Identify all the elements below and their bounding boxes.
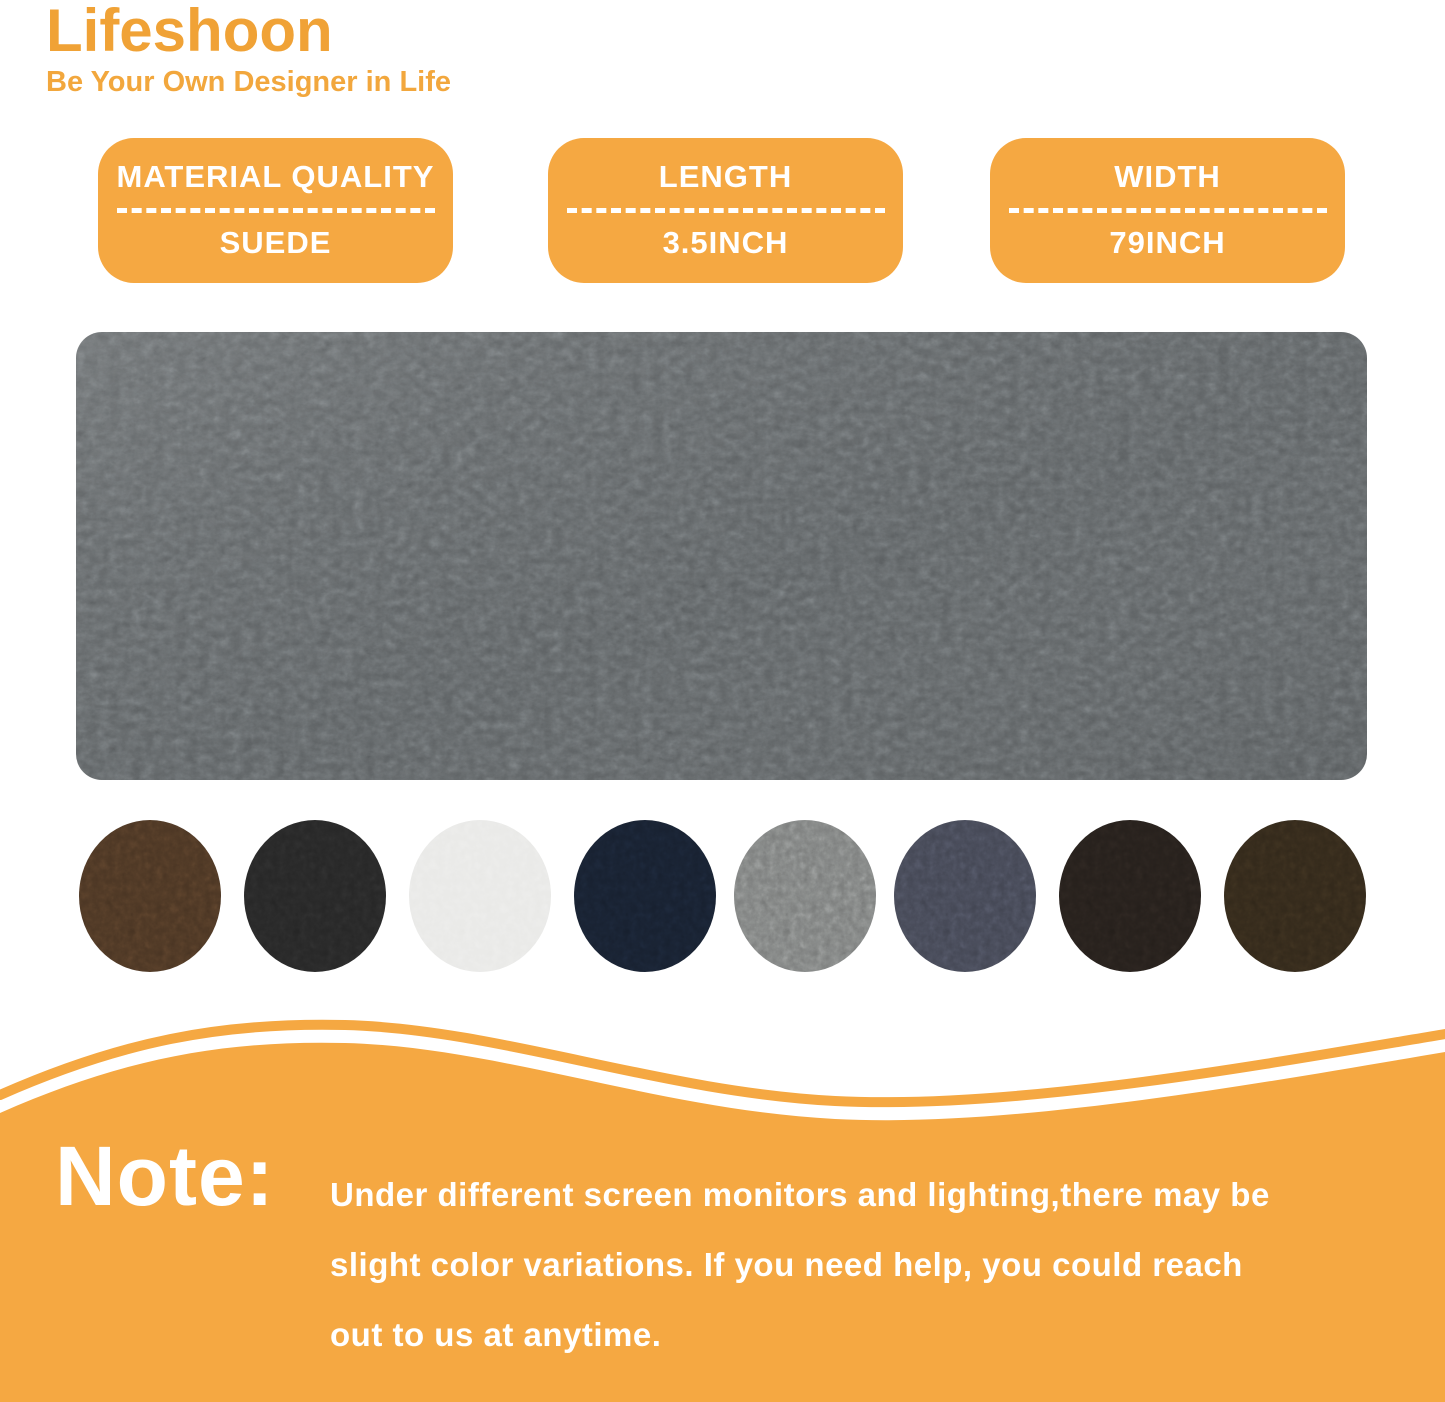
note-line-3: out to us at anytime. [330, 1316, 662, 1353]
spec-badge-value: 79INCH [1109, 225, 1226, 260]
swatch-texture [734, 820, 876, 972]
swatch-texture [1059, 820, 1201, 972]
spec-badge-label: WIDTH [1114, 159, 1221, 194]
note-line-2: slight color variations. If you need help, you could reach [330, 1246, 1243, 1283]
brand-logo-text: Lifeshoon [46, 0, 333, 64]
spec-badge-width [990, 138, 1345, 283]
color-swatch-gray [734, 820, 876, 972]
color-swatch-chocolate-brown [1224, 820, 1366, 972]
spec-badge-length [548, 138, 903, 283]
color-swatch-black-brown [1059, 820, 1201, 972]
spec-badge-label: MATERIAL QUALITY [116, 159, 435, 194]
color-swatch-dark-brown [79, 820, 221, 972]
color-swatch-black [244, 820, 386, 972]
swatch-texture [79, 820, 221, 972]
swatch-texture [244, 820, 386, 972]
dashed-divider [1009, 208, 1327, 213]
dashed-divider [117, 208, 435, 213]
note-line-1: Under different screen monitors and lighting,there may be [330, 1176, 1270, 1213]
brand-tagline: Be Your Own Designer in Life [46, 66, 451, 98]
swatch-texture [894, 820, 1036, 972]
swatch-texture [574, 820, 716, 972]
color-swatch-slate-gray [894, 820, 1036, 972]
color-swatch-white [409, 820, 551, 972]
swatch-texture [1224, 820, 1366, 972]
spec-badge-value: SUEDE [219, 225, 332, 260]
spec-badge-material [98, 138, 453, 283]
swatch-texture [409, 820, 551, 972]
note-title: Note: [55, 1129, 275, 1223]
spec-badge-label: LENGTH [658, 159, 793, 194]
color-swatch-navy [574, 820, 716, 972]
spec-badge-value: 3.5INCH [662, 225, 789, 260]
dashed-divider [567, 208, 885, 213]
brand-header [46, 0, 451, 99]
fabric-swatch-image [76, 332, 1367, 780]
note-paragraph [330, 1160, 1270, 1370]
fabric-sheen [76, 332, 1367, 780]
